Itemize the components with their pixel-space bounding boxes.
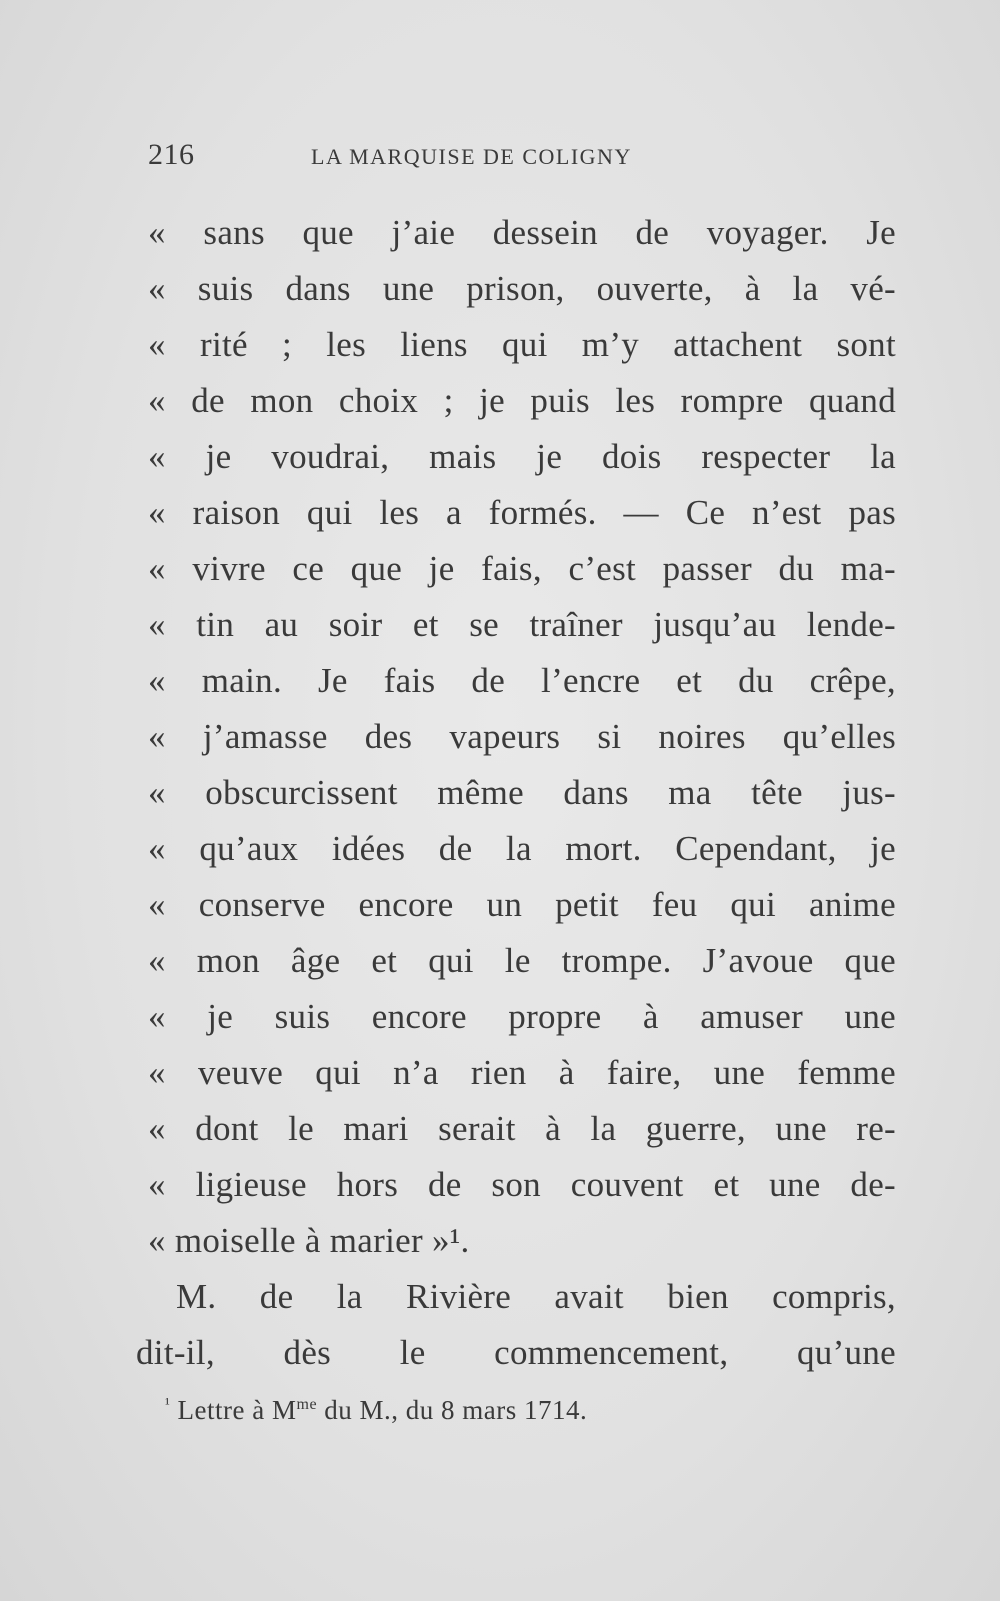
text-line: « sans que j’aie dessein de voyager. Je: [148, 213, 896, 252]
text-line: « conserve encore un petit feu qui anime: [148, 885, 896, 924]
body-text: [136, 205, 896, 1381]
text-line: « qu’aux idées de la mort. Cependant, je: [148, 829, 896, 868]
paragraph-line: M. de la Rivière avait bien compris,: [176, 1277, 896, 1316]
paragraph-line: dit-il, dès le commencement, qu’une: [136, 1333, 896, 1372]
footnote: [165, 1395, 587, 1426]
page-number: 216: [148, 138, 195, 171]
running-title: LA MARQUISE DE COLIGNY: [311, 144, 632, 169]
text-line: « je suis encore propre à amuser une: [148, 997, 896, 1036]
text-line: « tin au soir et se traîner jusqu’au lende-: [148, 605, 896, 644]
text-line: « veuve qui n’a rien à faire, une femme: [148, 1053, 896, 1092]
footnote-text-after: du M., du 8 mars 1714.: [317, 1395, 588, 1425]
footnote-superscript: me: [296, 1396, 318, 1413]
text-line: « dont le mari serait à la guerre, une re-: [148, 1109, 896, 1148]
footnote-text-before: Lettre à M: [177, 1395, 297, 1425]
text-line: « moiselle à marier »¹.: [148, 1221, 470, 1260]
footnote-marker: ¹: [165, 1396, 171, 1413]
text-line: « ligieuse hors de son couvent et une de-: [148, 1165, 896, 1204]
text-line: « je voudrai, mais je dois respecter la: [148, 437, 896, 476]
text-line: « raison qui les a formés. — Ce n’est pas: [148, 493, 896, 532]
text-line: « mon âge et qui le trompe. J’avoue que: [148, 941, 896, 980]
text-line: « de mon choix ; je puis les rompre quand: [148, 381, 896, 420]
text-line: « main. Je fais de l’encre et du crêpe,: [148, 661, 896, 700]
text-line: « obscurcissent même dans ma tête jus-: [148, 773, 896, 812]
text-line: « suis dans une prison, ouverte, à la vé-: [148, 269, 896, 308]
text-line: « vivre ce que je fais, c’est passer du ma-: [148, 549, 896, 588]
text-line: « rité ; les liens qui m’y attachent sont: [148, 325, 896, 364]
page-header: [148, 138, 748, 178]
text-line: « j’amasse des vapeurs si noires qu’elles: [148, 717, 896, 756]
